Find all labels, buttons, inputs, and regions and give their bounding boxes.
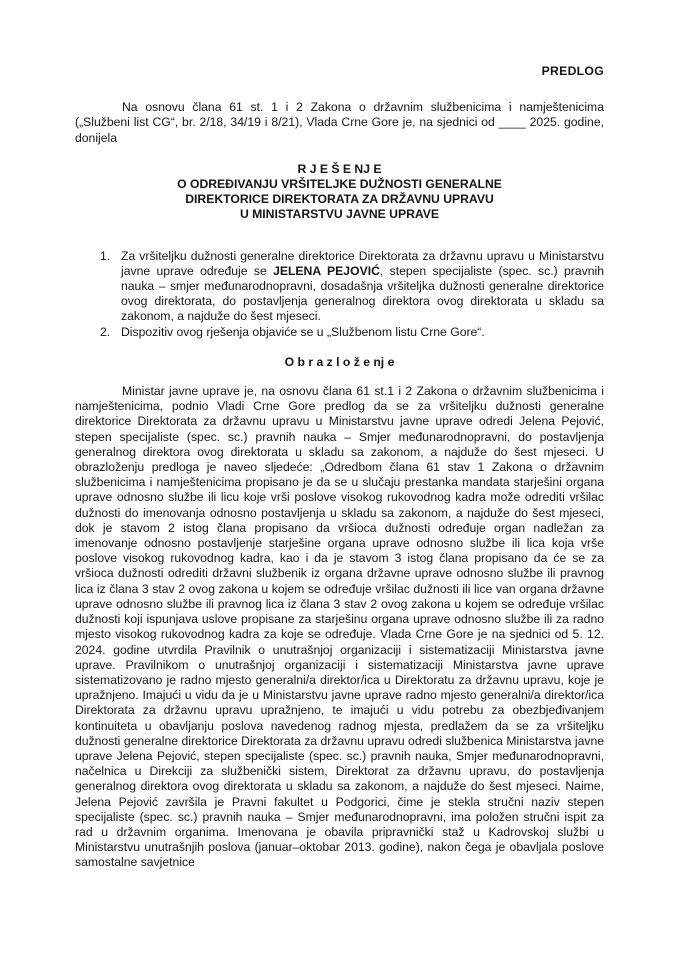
appointee-name: JELENA PEJOVIĆ [273, 263, 380, 278]
item-1-number: 1. [100, 248, 111, 263]
decision-title-block [75, 162, 604, 223]
decision-items [100, 249, 604, 340]
item-1-text-after: , stepen specijaliste (spec. sc.) pravnih nauka – smjer međunarodnopravni, dosadašnja vršiteljka dužnosti generalne direktorice ovog direktorata, do postavljenja generalnog direktora ovog direktorata u skladu sa zakonom, a najduže do šest mjeseci. [121, 263, 604, 324]
title-line-1: R J E Š E NJ E [297, 161, 382, 176]
title-line-4: U MINISTARSTVU JAVNE UPRAVE [239, 207, 440, 222]
decision-item-1 [100, 249, 604, 325]
item-1-text-before: Za vršiteljku dužnosti generalne direktorice Direktorata za državnu upravu u Ministarstvu javne uprave određuje se [121, 248, 604, 278]
decision-item-2 [100, 325, 604, 340]
item-2-number: 2. [100, 324, 111, 339]
title-line-3: DIREKTORICE DIREKTORATA ZA DRŽAVNU UPRAVU [185, 192, 494, 207]
title-line-2: O ODREĐIVANJU VRŠITELJKE DUŽNOSTI GENERALNE [177, 177, 502, 192]
explanation-body: Ministar javne uprave je, na osnovu člana 61 st.1 i 2 Zakona o državnim službenicima i namještenicima, podnio Vladi Crne Gore predlog da se za vršiteljku dužnosti generalne direktorice Direktorata za državnu upravu u Ministarstvu javne uprave odredi Jelena Pejović, stepen specijaliste (spec. sc.) pravnih nauka – Smjer međunarodnopravni, do postavljenja generalnog direktora ovog direktorata u skladu sa zakonom, a najduže do šest mjeseci. U obrazloženju predloga je naveo sljedeće: „Odredbom člana 61 stav 1 Zakona o državnim službenicima i namještenicima propisano je da se u slučaju prestanka mandata starješini organa uprave odnosno službe ili licu koje vrši poslove visokog rukovodnog kadra može odrediti vršilac dužnosti do imenovanja odnosno postavljenja u skladu sa zakonom, a najduže do šest mjeseci, dok je stavom 2 istog člana propisano da vršioca dužnosti određuje organ nadležan za imenovanje odnosno postavljenje starješine organa uprave odnosno službe ili lica koja vrše poslove visokog rukovodnog kadra, kao i da je stavom 3 istog člana propisano da će se za vršioca dužnosti odrediti državni službenik iz organa državne uprave odnosno službe ili pravnog lica iz člana 3 stav 2 ovog zakona u kojem se određuje vršilac dužnosti ili lice van organa državne uprave odnosno službe ili pravnog lica iz člana 3 stav 2 ovog zakona u kojem se određuje vršilac dužnosti koji ispunjava uslove propisane za starješinu organa uprave odnosno službe ili za radno mjesto visokog rukovodnog kadra za koje se određuje. Vlada Crne Gore je na sjednici od 5. 12. 2024. godine utvrdila Pravilnik o unutrašnjoj organizaciji i sistematizaciji Ministarstva javne uprave. Pravilnikom o unutrašnjoj organizaciji i sistematizaciji Ministarstva javne uprave sistematizovano je radno mjesto generalni/a direktor/ica u Direktoratu za državnu upravu, koje je upražnjeno. Imajući u vidu da je u Ministarstvu javne uprave radno mjesto generalni/a direktor/ica Direktorata za državnu upravu upražnjeno, te imajući u vidu potrebu za obezbjeđivanjem kontinuiteta u obavljanju poslova navedenog radnog mjesta, predlažem da se za vršiteljku dužnosti generalne direktorice Direktorata za državnu upravu odredi službenica Ministarstva javne uprave Jelena Pejović, stepen specijaliste (spec. sc.) pravnih nauka, Smjer međunarodnopravni, načelnica u Direkciji za službenički sistem, Direktorat za državnu upravu, do postavljenja generalnog direktora ovog direktorata u skladu sa zakonom, a najduže do šest mjeseci. Naime, Jelena Pejović završila je Pravni fakultet u Podgorici, čime je stekla stručni naziv stepen specijaliste (spec. sc.) pravnih nauka – Smjer međunarodnopravni, ima položen stručni ispit za rad u državnim organima. Imenovana je obavila pripravnički staž u Kadrovskoj službi u Ministarstvu unutrašnjih poslova (januar–oktobar 2013. godine), nakon čega je obavljala poslove samostalne savjetnice [75, 384, 604, 870]
item-1-text [121, 249, 604, 325]
intro-paragraph: Na osnovu člana 61 st. 1 i 2 Zakona o državnim službenicima i namještenicima („Službeni list CG“, br. 2/18, 34/19 i 8/21), Vlada Crne Gore je, na sjednici od ____ 2025. godine, donijela [75, 100, 604, 145]
document-label: PREDLOG [541, 64, 604, 78]
item-2-text: Dispozitiv ovog rješenja objaviće se u „Službenom listu Crne Gore“. [121, 324, 485, 339]
explanation-heading: O b r a z l o ž e nj e [284, 354, 395, 369]
